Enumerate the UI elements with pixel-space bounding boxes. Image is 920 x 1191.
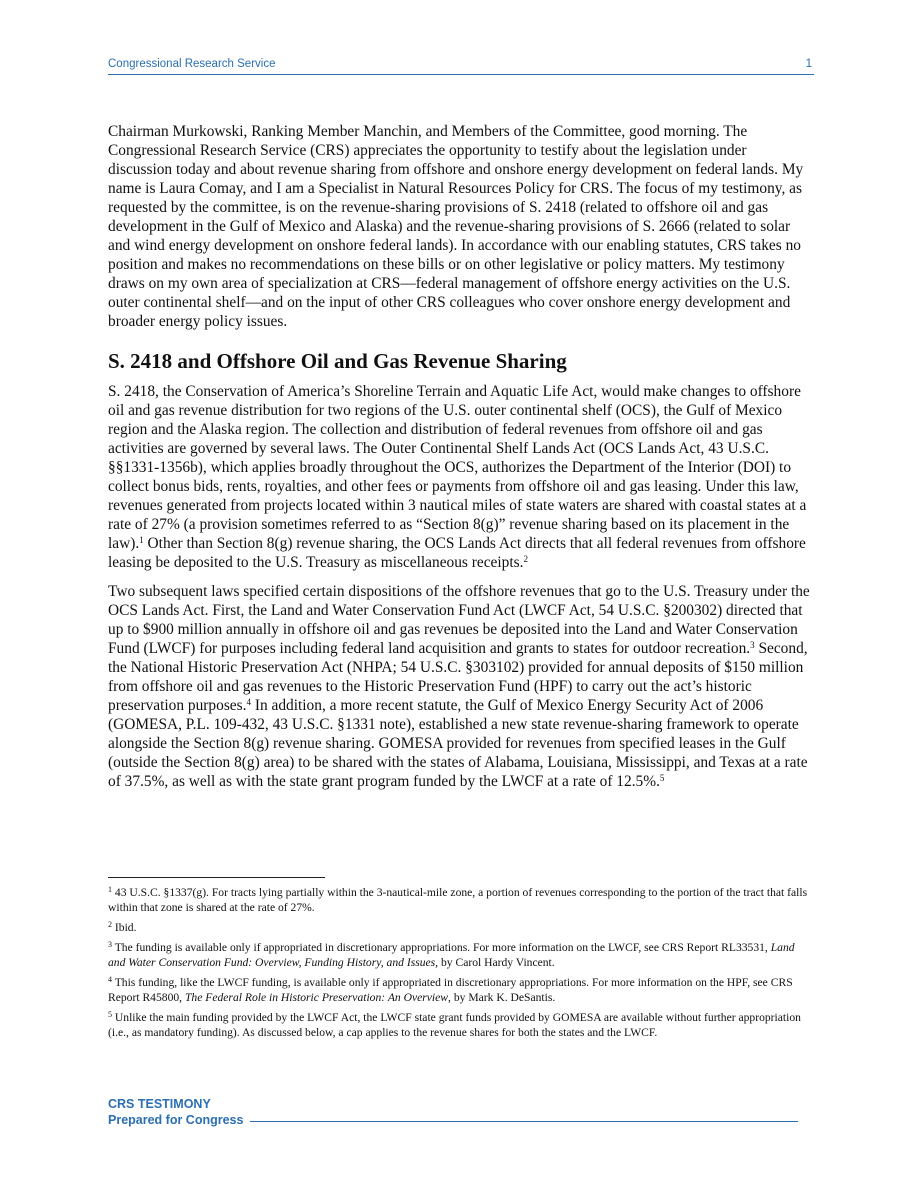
paragraph-text: S. 2418, the Conservation of America’s Shoreline Terrain and Aquatic Life Act, would make changes to offshore oil and gas revenue distribution for two regions of the U.S. outer continental shelf (OCS), the Gulf of Mexico region and the Alaska region. The collection and distribution of federal revenues from offshore oil and gas activities are governed by several laws. The Outer Continental Shelf Lands Act (OCS Lands Act, 43 U.S.C. §§1331-1356b), which applies broadly throughout the OCS, authorizes the Department of the Interior (DOI) to collect bonus bids, rents, royalties, and other fees or payments from offshore oil and gas leasing. Under this law, revenues generated from projects located within 3 nautical miles of state waters are shared with coastal states at a rate of 27% (a provision sometimes referred to as “Section 8(g)” revenue sharing based on its placement in the law).	[108, 383, 807, 552]
page-number: 1	[805, 58, 812, 70]
section-paragraph-2	[108, 582, 814, 791]
footnote-ref[interactable]: 1	[139, 535, 144, 545]
section-paragraph-1	[108, 382, 814, 572]
footnote-text: Ibid.	[114, 921, 137, 934]
footnote-ref[interactable]: 2	[523, 554, 528, 564]
paragraph-text: Two subsequent laws specified certain dispositions of the offshore revenues that go to the U.S. Treasury under the OCS Lands Act. First, the Land and Water Conservation Fund Act (LWCF Act, 54 U.S.C. §200302) directed that up to $900 million annually in offshore oil and gas revenues be deposited into the Land and Water Conservation Fund (LWCF) for purposes including federal land acquisition and grants to states for outdoor recreation.	[108, 583, 810, 657]
footer-subtitle: Prepared for Congress	[108, 1113, 244, 1127]
footnote-ref[interactable]: 4	[246, 697, 251, 707]
page-header	[108, 58, 814, 75]
footnote-number: 2	[108, 920, 112, 929]
footnote-2	[108, 920, 814, 935]
footnote-text: 43 U.S.C. §1337(g). For tracts lying partially within the 3-nautical-mile zone, a portion of revenues corresponding to the portion of the tract that falls within that zone is shared at the rate of 27%.	[108, 886, 808, 914]
footnote-5	[108, 1010, 814, 1040]
body-content	[108, 122, 814, 801]
report-title: The Federal Role in Historic Preservation: An Overview	[184, 991, 449, 1004]
footnote-text: The funding is available only if appropriated in discretionary appropriations. For more information on the LWCF, see CRS Report RL33531,	[114, 941, 771, 954]
footnote-1	[108, 885, 814, 915]
section-heading: S. 2418 and Offshore Oil and Gas Revenue Sharing	[108, 349, 567, 373]
report-title: Land and Water Conservation Fund: Overview, Funding History, and Issues	[108, 941, 795, 969]
paragraph-text: Second, the National Historic Preservation Act (NHPA; 54 U.S.C. §303102) provided for annual deposits of $150 million from offshore oil and gas revenues to the Historic Preservation Fund (HPF) to carry out the act’s historic preservation purposes.	[108, 640, 808, 714]
footnote-text: This funding, like the LWCF funding, is available only if appropriated in discretionary appropriations. For more information on the HPF, see CRS Report R45800,	[108, 976, 793, 1004]
footnote-text: Unlike the main funding provided by the LWCF Act, the LWCF state grant funds provided by GOMESA are available without further appropriation (i.e., as mandatory funding). As discussed below, a cap applies to the revenue shares for both the states and the LWCF.	[108, 1011, 801, 1039]
header-organization: Congressional Research Service	[108, 58, 276, 70]
footnote-3	[108, 940, 814, 970]
intro-paragraph: Chairman Murkowski, Ranking Member Manchin, and Members of the Committee, good morning. The Congressional Research Service (CRS) appreciates the opportunity to testify about the legislation under discussion today and about revenue sharing from offshore and onshore energy development on federal lands. My name is Laura Comay, and I am a Specialist in Natural Resources Policy for CRS. The focus of my testimony, as requested by the committee, is on the revenue-sharing provisions of S. 2418 (related to offshore oil and gas development in the Gulf of Mexico and Alaska) and the revenue-sharing provisions of S. 2666 (related to solar and wind energy development on onshore federal lands). In accordance with our enabling statutes, CRS takes no position and makes no recommendations on these bills or on other legislative or policy matters. My testimony draws on my own area of specialization at CRS—federal management of offshore energy activities on the U.S. outer continental shelf—and on the input of other CRS colleagues who cover onshore energy development and broader energy policy issues.	[108, 123, 804, 330]
footnote-ref[interactable]: 3	[750, 640, 755, 650]
footnote-number: 4	[108, 975, 112, 984]
footer-title: CRS TESTIMONY	[108, 1097, 211, 1111]
page-footer	[108, 1097, 798, 1137]
footnotes	[108, 885, 814, 1045]
footnote-ref[interactable]: 5	[659, 773, 665, 783]
footnote-number: 3	[108, 940, 112, 949]
footnote-divider	[108, 877, 325, 878]
footnote-number: 5	[108, 1010, 112, 1019]
paragraph-text: In addition, a more recent statute, the Gulf of Mexico Energy Security Act of 2006 (GOMESA, P.L. 109-432, 43 U.S.C. §1331 note), established a new state revenue-sharing framework to operate alongside the Section 8(g) revenue sharing. GOMESA provided for revenues from specified leases in the Gulf (outside the Section 8(g) area) to be shared with the states of Alabama, Louisiana, Mississippi, and Texas at a rate of 37.5%, as well as with the state grant program funded by the LWCF at a rate of 12.5%.	[108, 697, 808, 790]
footnote-text: , by Carol Hardy Vincent.	[435, 956, 555, 969]
paragraph-text: Other than Section 8(g) revenue sharing, the OCS Lands Act directs that all federal revenues from offshore leasing be deposited to the U.S. Treasury as miscellaneous receipts.	[108, 535, 806, 571]
footnote-4	[108, 975, 814, 1005]
footnote-text: , by Mark K. DeSantis.	[448, 991, 556, 1004]
footnote-number: 1	[108, 885, 112, 894]
footer-rule	[250, 1121, 798, 1122]
